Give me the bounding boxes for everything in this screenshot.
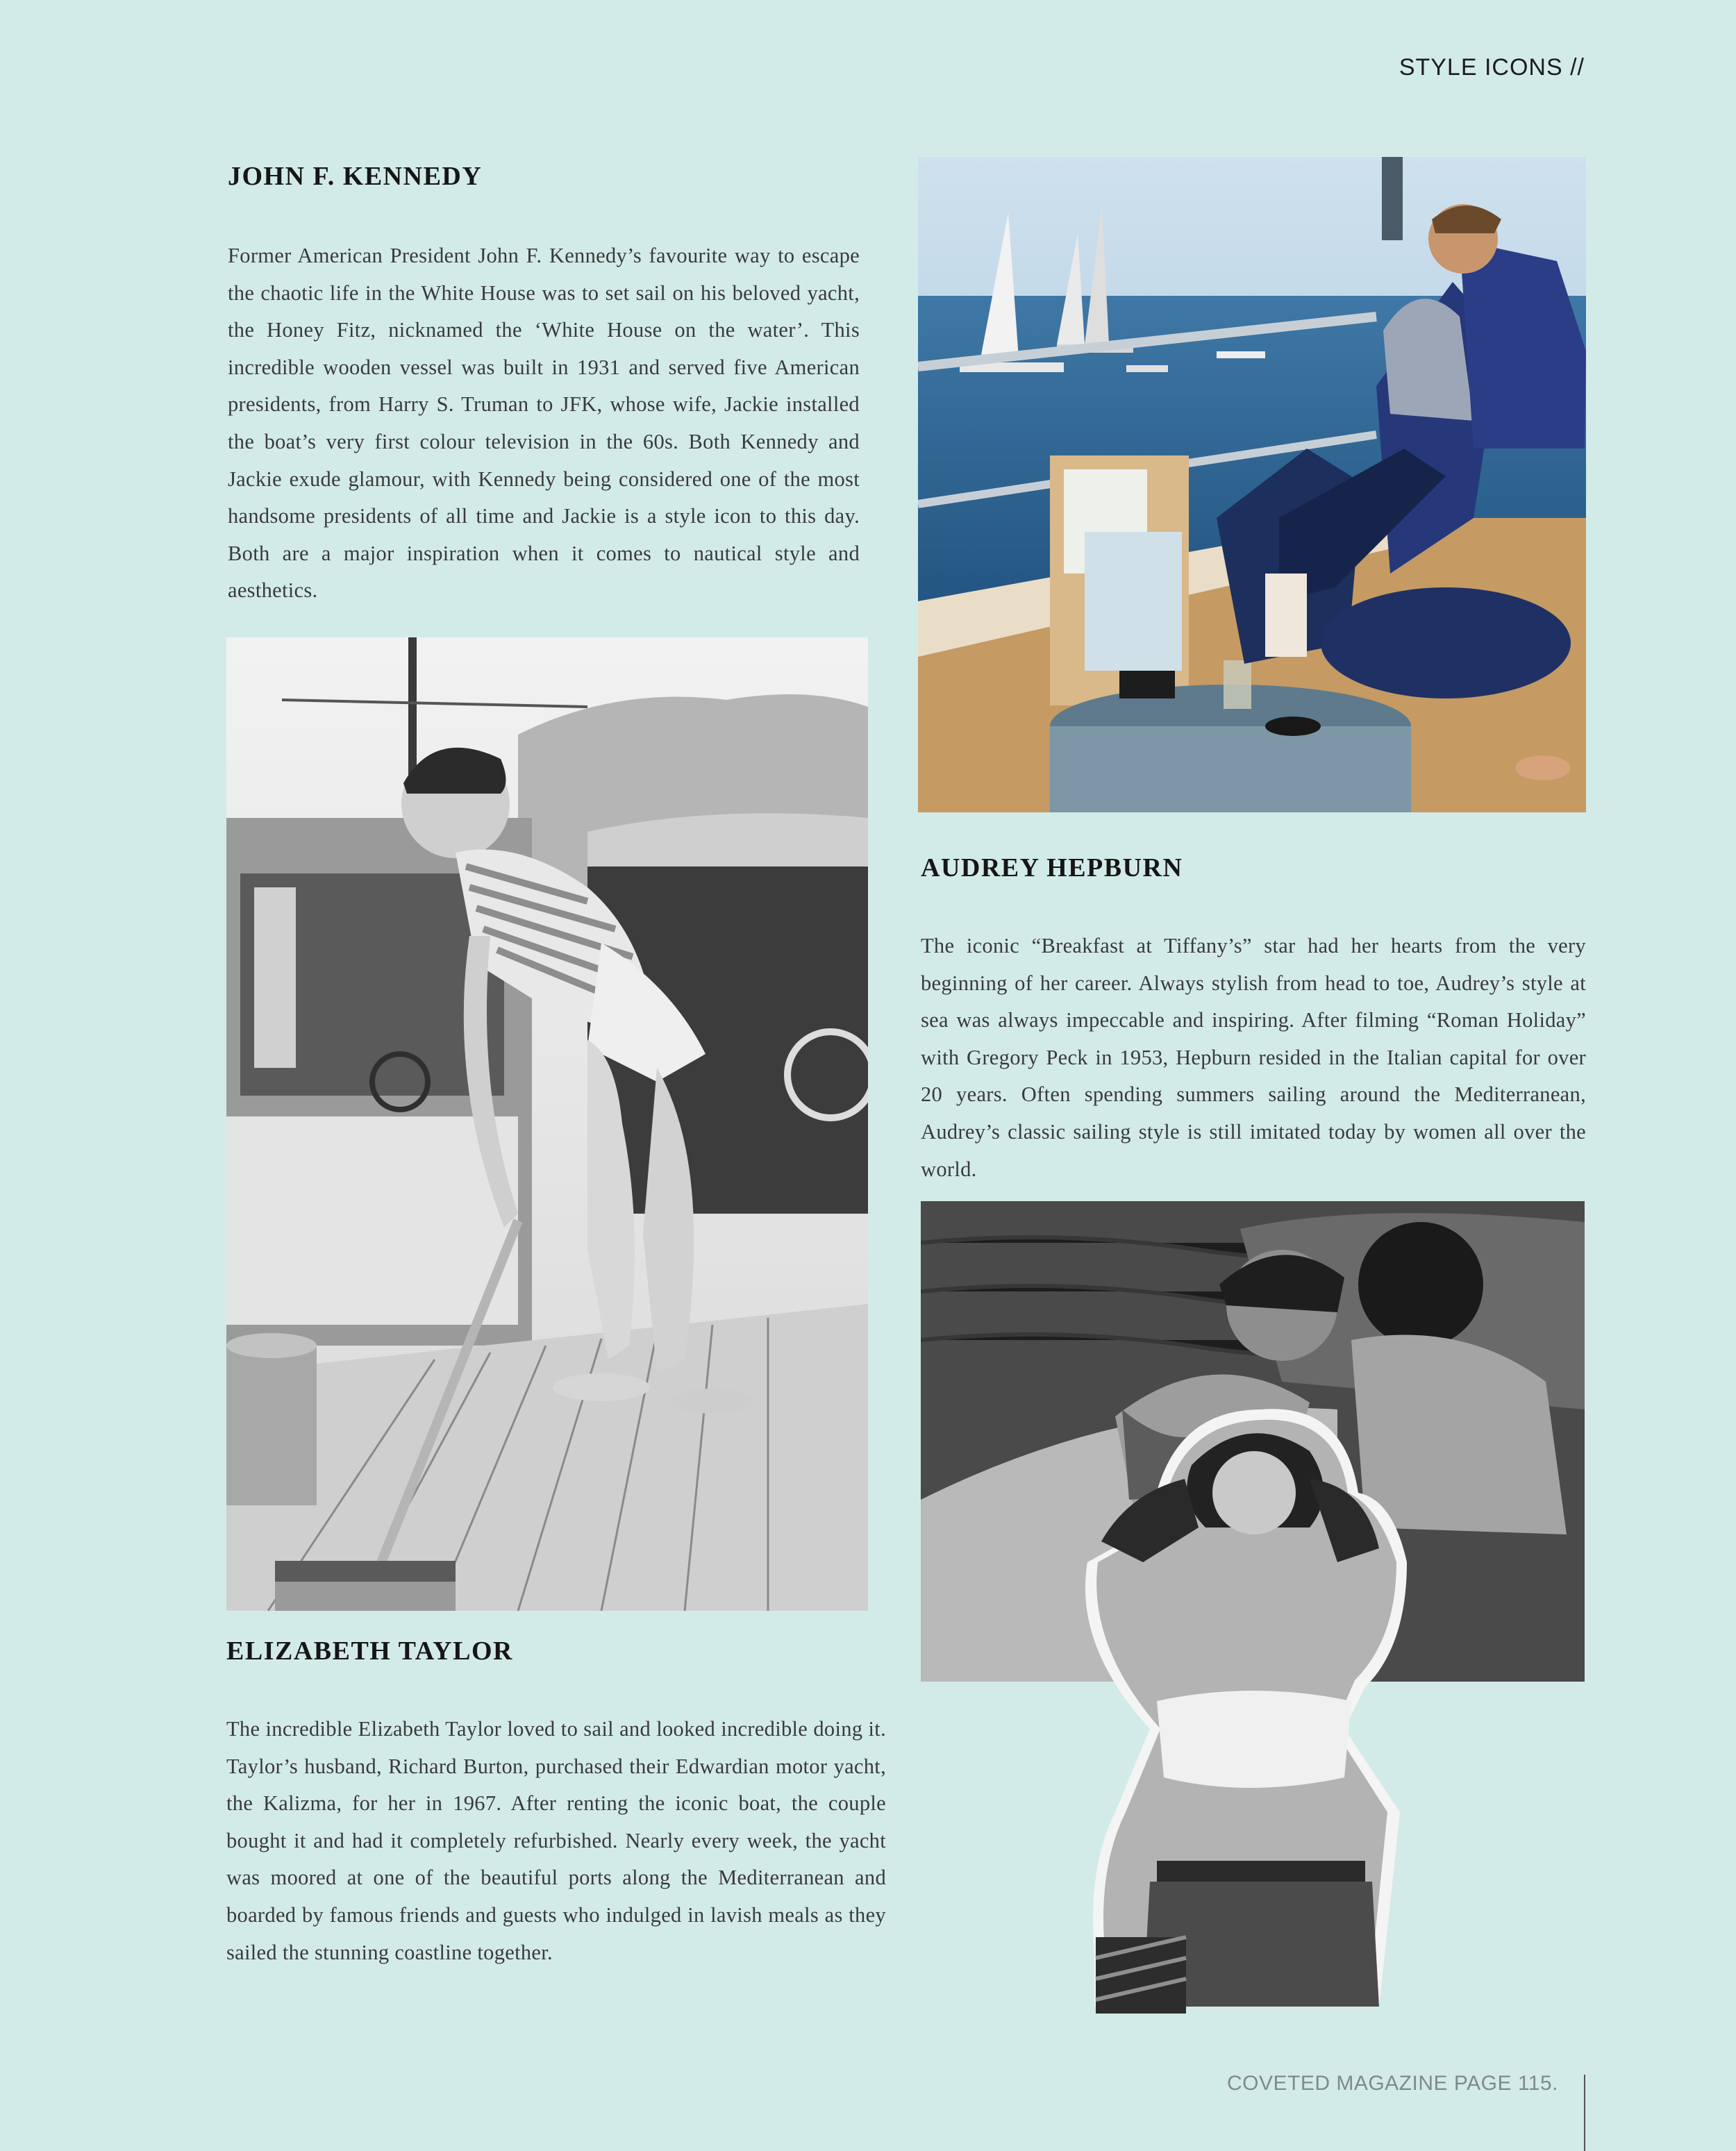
kennedy-heading: JOHN F. KENNEDY <box>228 162 483 191</box>
page-footer: COVETED MAGAZINE PAGE 115. <box>1226 2072 1558 2095</box>
hepburn-deck-photo <box>226 637 868 1611</box>
kennedy-body: Former American President John F. Kennedy’s favourite way to escape the chaotic life in the White House was to set sail on his beloved yacht, the Honey Fitz, nicknamed the ‘White House on the water’. This incredible wooden vessel was built in 1931 and served five American presidents, from Harry S. Truman to JFK, whose wife, Jackie installed the boat’s very first colour television in the 60s. Both Kennedy and Jackie exude glamour, with Kennedy being considered one of the most handsome presidents of all time and Jackie is a style icon to this day. Both are a major inspiration when it comes to nautical style and aesthetics. <box>228 244 860 603</box>
taylor-heading: ELIZABETH TAYLOR <box>226 1637 513 1666</box>
hepburn-body: The iconic “Breakfast at Tiffany’s” star had her hearts from the very beginning of her career. Always stylish from head to toe, Audrey’s style at sea was always impeccable and inspiring. After filming “Roman Holiday” with Gregory Peck in 1953, Hepburn resided in the Italian capital for over 20 years. Often spending summers sailing around the Mediterranean, Audrey’s classic sailing style is still imitated today by women all over the world. <box>921 934 1586 1181</box>
footer-divider <box>1584 2075 1585 2151</box>
section-label: STYLE ICONS // <box>1399 54 1585 81</box>
taylor-body: The incredible Elizabeth Taylor loved to sail and looked incredible doing it. Taylor’s husband, Richard Burton, purchased their Edwardian motor yacht, the Kalizma, for her in 1967. After renting the iconic boat, the couple bought it and had it completely refurbished. Nearly every week, the yacht was moored at one of the beautiful ports along the Mediterranean and boarded by famous friends and guests who indulged in lavish meals as they sailed the stunning coastline together. <box>226 1717 886 1964</box>
taylor-collage-photo <box>921 1201 1601 2014</box>
kennedy-sailing-photo <box>918 157 1586 812</box>
hepburn-heading: AUDREY HEPBURN <box>921 853 1183 882</box>
